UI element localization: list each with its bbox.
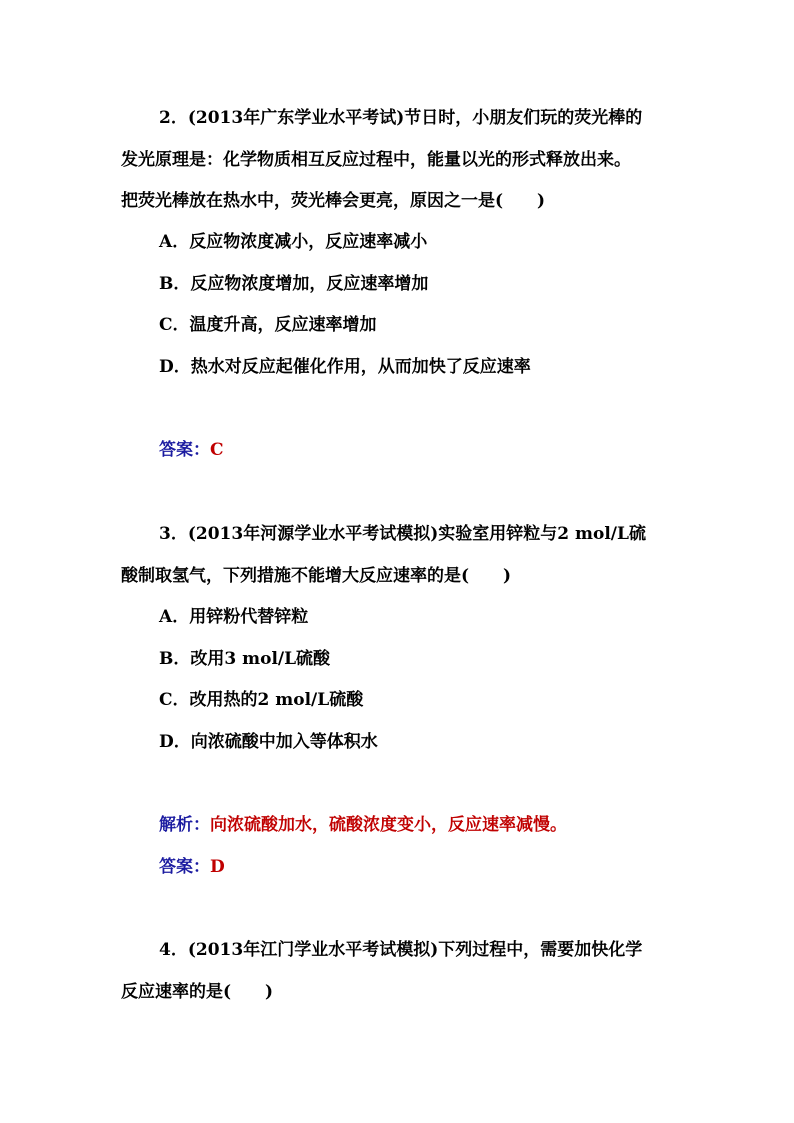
question-2-stem-1: 节日时，小朋友们玩的荧光棒的	[404, 108, 643, 128]
question-2-answer	[159, 438, 224, 462]
question-3-option-a: A．用锌粉代替锌粒	[159, 607, 309, 627]
question-4-line-1	[159, 938, 642, 962]
question-2-answer-label: 答案：	[159, 440, 210, 460]
question-3-analysis-label: 解析：	[159, 815, 210, 835]
question-3-source: (2013年河源学业水平考试模拟)	[187, 524, 439, 544]
question-4-line-2: 反应速率的是( )	[121, 982, 274, 1002]
question-2-option-c: C．温度升高，反应速率增加	[159, 315, 377, 335]
question-2-line-3: 把荧光棒放在热水中，荧光棒会更亮，原因之一是( )	[121, 191, 546, 211]
question-2-option-b: B．反应物浓度增加，反应速率增加	[159, 274, 429, 294]
question-3-number: 3．	[159, 524, 188, 544]
question-2-answer-value: C	[210, 440, 224, 460]
question-3-line-2: 酸制取氢气，下列措施不能增大反应速率的是( )	[121, 566, 512, 586]
question-3-analysis	[159, 813, 567, 837]
question-2-option-d: D．热水对反应起催化作用，从而加快了反应速率	[159, 357, 531, 377]
question-3-option-c: C．改用热的2 mol/L硫酸	[159, 690, 364, 710]
question-3-answer-value: D	[210, 857, 225, 877]
question-3-analysis-text: 向浓硫酸加水，硫酸浓度变小，反应速率减慢。	[210, 815, 567, 835]
question-2-source: (2013年广东学业水平考试)	[187, 108, 405, 128]
question-4-number: 4．	[159, 940, 188, 960]
question-3-stem-1: 实验室用锌粒与2 mol/L硫	[438, 524, 646, 544]
question-3-option-d: D．向浓硫酸中加入等体积水	[159, 732, 378, 752]
question-4-source: (2013年江门学业水平考试模拟)	[187, 940, 439, 960]
question-2-number: 2．	[159, 108, 188, 128]
question-2-line-1	[159, 106, 642, 130]
question-2-line-2: 发光原理是：化学物质相互反应过程中，能量以光的形式释放出来。	[121, 150, 631, 170]
question-2-option-a: A．反应物浓度减小，反应速率减小	[159, 232, 428, 252]
question-3-answer	[159, 855, 225, 879]
question-3-answer-label: 答案：	[159, 857, 210, 877]
question-4-stem-1: 下列过程中，需要加快化学	[438, 940, 643, 960]
question-3-line-1	[159, 522, 646, 546]
question-3-option-b: B．改用3 mol/L硫酸	[159, 649, 331, 669]
